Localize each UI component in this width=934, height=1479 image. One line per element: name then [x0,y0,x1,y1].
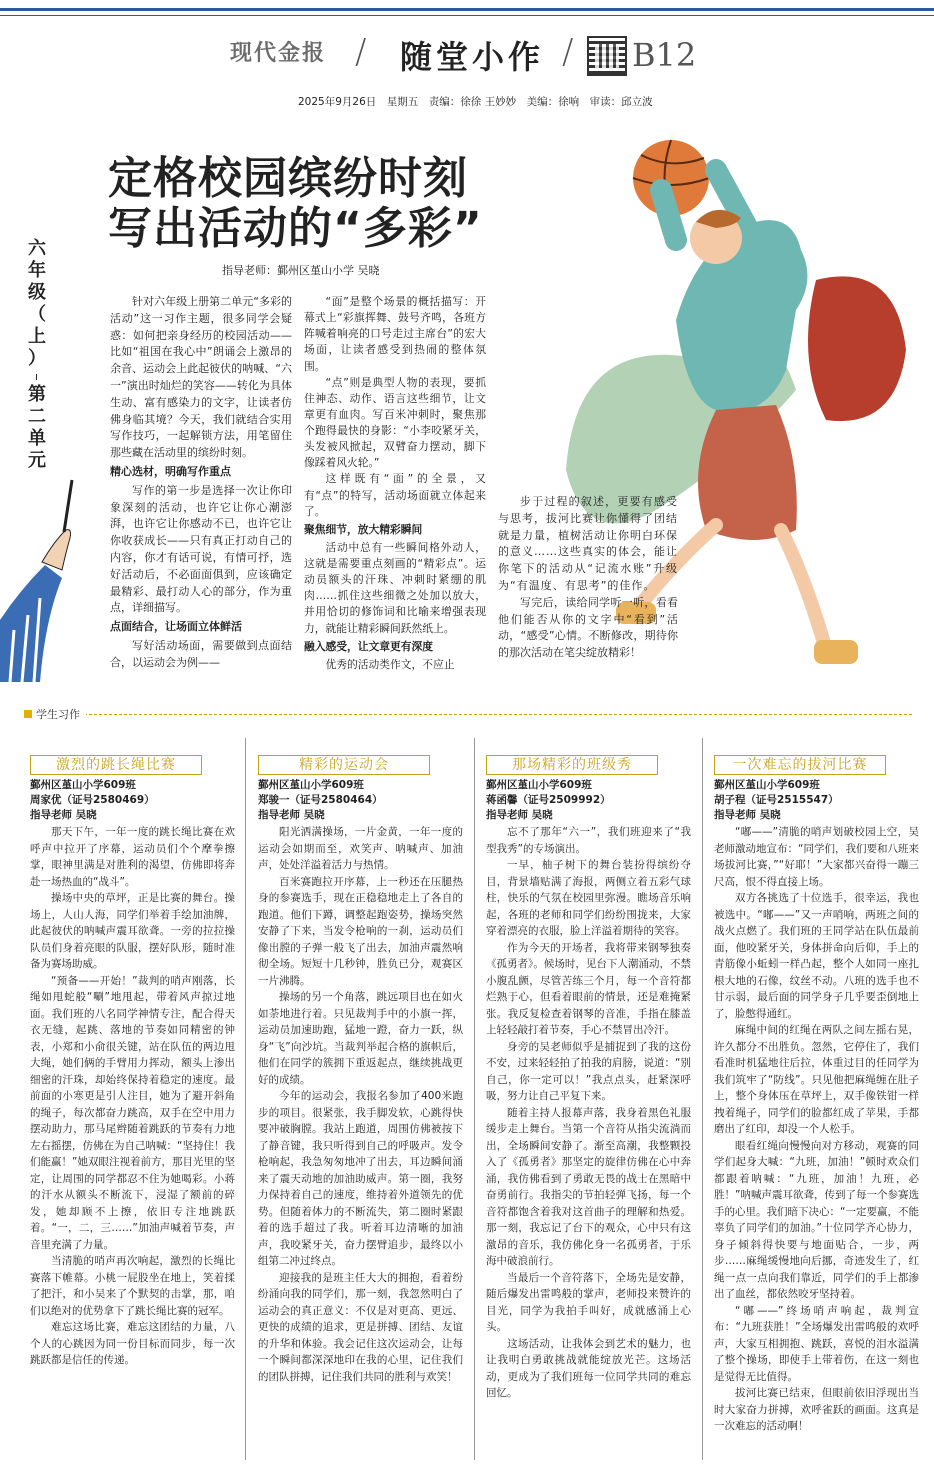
essay-paragraph: 那天下午，一年一度的跳长绳比赛在欢呼声中拉开了序幕，运动员们个个摩拳擦掌，眼神里满是对胜利的渴望，仿佛即将奔赴一场热血的“战斗”。 [30,826,235,888]
section-label [24,706,86,722]
essay-school: 鄞州区堇山小学609班 [30,779,136,791]
essay-body [486,824,691,1402]
grade-char: 第 [28,384,46,405]
essay-paragraph: 操场中央的草坪，正是比赛的舞台。操场上，人山人海，同学们举着手绘加油牌，此起彼伏的呐喊声震耳欲聋。一旁的拉拉操队员们身着亮眼的队服，摆好队形，随时准备为赛场助威。 [30,892,235,970]
grade-char: 单 [28,428,46,449]
feature-paragraph: “点”则是典型人物的表现，要抓住神态、动作、语言这些细节，让文章更有血肉。写百米冲刺时，聚焦那个跑得最快的身影：“小李咬紧牙关，头发被风掀起，双臂奋力摆动，脚下像踩着风火轮。” [304,375,486,470]
paper-name: 现代金报 [230,40,327,66]
essay-author: 周家优（证号2580469） [30,794,155,806]
feature-subheading: 融入感受，让文章更有深度 [304,639,434,653]
hand-with-pen-illustration [0,470,110,682]
essay-paragraph: 当清脆的哨声再次响起，激烈的长绳比赛落下帷幕。小桃一屁股坐在地上，笑着揉了把汗，和小吴来了个默契的击掌，那，咱们以绝对的优势拿下了跳长绳比赛的冠军。 [30,1255,235,1317]
essay-teacher: 指导老师 吴晓 [486,809,553,821]
essay-teacher: 指导老师 吴晓 [258,809,325,821]
essay-author: 胡子程（证号2515547） [714,794,839,806]
feature-column [110,294,292,672]
grade-char: 上 [28,326,46,347]
feature-subheading: 聚焦细节，放大精彩瞬间 [304,522,423,536]
essay-paragraph: 难忘这场比赛，难忘这团结的力量，八个人的心跳因为同一份目标而同步，每一次跳跃都是信任的传递。 [30,1321,235,1366]
essay-title: 精彩的运动会 [258,755,430,775]
essay-author: 郑骏一（证号2580464） [258,794,383,806]
essay-paragraph: 双方各挑选了十位选手，很幸运，我也被选中。“嘟——”又一声哨响，两班之间的战火点燃了。我们班的王同学站在队伍最前面，他咬紧牙关，身体拼命向后仰，手上的青筋像小蚯蚓一样凸起，整个人如同一座扎根大地的石像，纹丝不动。八班的选手也不甘示弱，最后面的同学身子几乎要歪倒地上了，脸憋得通红。 [714,892,919,1020]
feature-paragraph: 活动中总有一些瞬间格外动人，这就是需要重点刻画的“精彩点”。运动员额头的汗珠、冲刺时紧绷的肌肉……抓住这些细微之处加以放大，并用恰切的修饰词和比喻来增强表现力，就能让精彩瞬间跃然纸上。 [304,540,486,635]
essay-paragraph: 百米赛跑拉开序幕，上一秒还在压腿热身的参赛选手，现在正稳稳地走上了各自的跑道。他们下蹲，调整起跑姿势，操场突然安静了下来，当发令枪响的一刹，运动员们像出膛的子弹一般飞了出去，加油声震然响彻全场。短短十几秒钟，胜负已分，观赛区一片沸腾。 [258,875,463,987]
essay-paragraph: 作为今天的开场者，我将带来钢琴独奏《孤勇者》。候场时，见台下人潮涌动，不禁小腹乱颤，尽管苦练三个月，每一个音符都烂熟于心，但看着眼前的情景，还是难掩紧张。我反复检查着钢琴的音准，手指在膝盖上轻轻敲打着节奏，手心不禁冒出冷汗。 [486,941,691,1036]
student-essay [714,754,919,1435]
issue-info: 2025年9月26日 星期五 责编：徐徐 王妙妙 美编：徐响 审读：邱立波 [298,96,653,108]
grade-char: 六 [28,238,46,259]
essay-body [30,824,235,1369]
feature-column [498,494,678,662]
grade-char: （ [28,304,46,325]
masthead-rule [0,8,934,28]
essay-paragraph: 迎接我的是班主任大大的拥抱，看着纷纷涌向我的同学们，那一刻，我忽然明白了运动会的真正意义：不仅是对更高、更远、更快的成绩的追求，更是拼搏、团结、友谊的升华和体验。我会记住这次运动会，让每一个瞬间都深深地印在我的心里，记住我们的团队拼搏，记住我们共同的胜利与欢笑！ [258,1271,463,1383]
essay-paragraph: 操场的另一个角落，跳远项目也在如火如荼地进行着。只见裁判手中的小旗一挥，运动员加速助跑，猛地一蹬，奋力一跃，纵身“飞”向沙坑。当裁判举起合格的旗帜后，他们在同学的簇拥下重返起点，继续挑战更好的成绩。 [258,991,463,1086]
essay-author: 蒋函馨（证号2509992） [486,794,611,806]
student-essay [30,754,235,1369]
essay-paragraph: 一早，柚子树下的舞台装扮得缤纷夺目，背景墙贴满了海报，两侧立着五彩气球柱，快乐的气氛在校园里弥漫。瞧场音乐响起，各班的老师和同学们纷纷围拢来，大家穿着漂亮的衣服，脸上洋溢着期待的笑容。 [486,859,691,937]
grade-char: ） [28,348,46,369]
grade-char: 元 [28,450,46,471]
grade-label [28,238,50,472]
essay-paragraph: 阳光洒满操场，一片金黄，一年一度的运动会如期而至，欢笑声、呐喊声、加油声，处处洋溢着活力与热情。 [258,826,463,871]
essay-paragraph: 麻绳中间的红绳在两队之间左摇右晃，许久都分不出胜负。忽然，它停住了，我们看准时机猛地往后拉，体重过目的任同学为我们筑牢了“防线”。只见他把麻绳缠在肚子上，整个身体压在草坪上，双手像铁钳一样拽着绳子，同学们的脸都红成了苹果，手都磨出了红印，却没一个人松手。 [714,1024,919,1135]
feature-paragraph: 优秀的活动类作文，不应止 [325,657,455,671]
essay-paragraph: “嘟——”终场哨声响起，裁判宣布：“九班获胜！”全场爆发出雷鸣般的欢呼声，大家互相拥抱、跳跃，喜悦的泪水溢满了整个操场，即使手上带着伤，在这一刻也是觉得无比值得。 [714,1304,919,1383]
feature-paragraph: 写完后，读给同学听一听，看看他们能否从你的文字中“看到”活动，“感受”心情。不断修改，期待你的那次活动在笔尖绽放精彩！ [498,595,678,660]
essay-teacher: 指导老师 吴晓 [30,809,97,821]
feature-teacher: 指导老师：鄞州区堇山小学 吴晓 [222,264,380,277]
column-divider [702,738,703,1460]
grade-char: 年 [28,260,46,281]
essay-paragraph: 忘不了那年“六一”，我们班迎来了“我型我秀”的专场演出。 [486,826,691,855]
headline-line: 定格校园缤纷时刻 [108,153,468,204]
feature-column [304,294,486,673]
essay-title: 一次难忘的拔河比赛 [714,755,886,775]
essay-paragraph: 今年的运动会，我报名参加了400米跑步的项目。很紧张，我手脚发软，心跳得快要冲破胸膛。我站上跑道，周围仿佛被按下了静音键，我只听得到自己的呼吸声。发令枪响起，我急匆匆地冲了出去，耳边瞬间涌来了震天动地的加油助威声。第一圈，我努力保持着自己的速度，维持着外道领先的优势。但随着体力的不断流失，第二圈时紧跟着的选手超过了我。听着耳边清晰的加油声，我咬紧牙关，奋力摆臂追步，最终以小组第二冲过终点。 [258,1090,463,1267]
feature-subheading: 点面结合，让场面立体鲜活 [110,620,242,634]
essay-paragraph: 随着主持人报幕声落，我身着黑色礼服缓步走上舞台。当第一个音符从指尖流淌而出，全场瞬间安静了。渐至高潮，我整颗投入了《孤勇者》那坚定的旋律仿佛在心中奔涌，我仿佛看到了勇敢无畏的战士在黑暗中奋勇前行。我指尖的节拍轻弹飞扬，每一个音符都饱含着我对这首曲子的理解和热爱。那一刻，我忘记了台下的观众，心中只有这激昂的音乐，我仿佛化身一名孤勇者，于乐海中破浪前行。 [486,1106,691,1267]
essay-school: 鄞州区堇山小学609班 [258,779,364,791]
feature-paragraph: 写好活动场面，需要做到点面结合，以运动会为例—— [110,638,292,669]
essay-body [258,824,463,1385]
essay-paragraph: 当最后一个音符落下，全场先是安静，随后爆发出雷鸣般的掌声，老师投来赞许的目光，同学为我拍手叫好，成就感涌上心头。 [486,1271,691,1333]
feature-paragraph: 写作的第一步是选择一次让你印象深刻的活动，也许它让你心潮澎湃，也许它让你感动不已，也许它让你收获成长——只有真正打动自己的内容，你才有话可说，有情可抒，选好活动后，不必面面俱到，应该确定最精彩、最打动人心的部分，作为重点，详细描写。 [110,483,292,615]
page-number: B12 [632,36,697,74]
essay-paragraph: 这场活动，让我体会到艺术的魅力，也让我明白勇敢挑战就能绽放光芒。这场活动，更成为了我们班每一位同学共同的难忘回忆。 [486,1337,691,1399]
feature-paragraph: 针对六年级上册第二单元“多彩的活动”这一习作主题，很多同学会疑惑：如何把亲身经历的校园活动——比如“祖国在我心中”朗诵会上激昂的余音、运动会上此起彼伏的呐喊、“六一”演出时灿烂的笑容——转化为具体生动、富有感染力的文字，让读者仿佛身临其境？今天，我们就结合实用写作技巧，一起解锁方法，用笔留住那些藏在活动里的缤纷时刻。 [110,295,292,460]
essay-paragraph: 身旁的吴老师似乎是捕捉到了我的这份不安，过来轻轻拍了拍我的肩膀，说道：“别自己，你一定可以！”我点点头，赶紧深呼吸，努力让自己平复下来。 [486,1040,691,1102]
column-divider [474,738,475,1460]
essay-body [714,824,919,1435]
column-divider [245,738,246,1460]
essay-paragraph: “嘟——”清脆的哨声划破校园上空，吴老师激动地宣布：“同学们，我们要和八班来场拔河比赛，”“好耶！”大家都兴奋得一蹦三尺高，恨不得直接上场。 [714,826,919,888]
grade-char: 二 [28,406,46,427]
student-essay [258,754,463,1385]
column-name: 随堂小作 [400,38,545,76]
masthead-divider: / [355,32,367,72]
qr-code-icon [587,36,627,76]
feature-subheading: 精心选材，明确写作重点 [110,464,231,478]
headline [108,154,483,254]
section-marker-icon [24,710,32,718]
essay-title: 激烈的跳长绳比赛 [30,755,202,775]
essay-school: 鄞州区堇山小学609班 [714,779,820,791]
feature-paragraph: 步于过程的叙述，更要有感受与思考，拔河比赛让你懂得了团结就是力量，植树活动让你明白环保的意义……这些真实的体会，能让你笔下的活动从“记流水账”升级为“有温度、有思考”的佳作。 [498,495,678,592]
masthead-divider: / [562,32,574,72]
grade-divider [36,374,40,380]
feature-paragraph: 这样既有“面”的全景，又有“点”的特写，活动场面就立体起来了。 [304,472,486,518]
headline-line: 写出活动的“多彩” [108,203,483,254]
section-bar [24,704,912,724]
grade-char: 级 [28,282,46,303]
essay-paragraph: 眼看红绳向慢慢向对方移动，观赛的同学们起身大喊：“九班，加油！”顿时欢众们都跟着呐喊：“九班，加油！九班，必胜！”呐喊声震耳欲聋，传到了每一个参赛选手的心里。我们暗下决心：“一定要赢，不能辜负了同学们的加油。”十位同学齐心协力，身子倾斜得快要与地面贴合，一步，两步……麻绳缓慢地向后挪，奇迹发生了，红绳一点一点向我们靠近，同学们的手上都渗出了血丝，都依然咬牙坚持着。 [714,1139,919,1300]
essay-paragraph: 拔河比赛已结束，但眼前依旧浮现出当时大家奋力拼搏，欢呼雀跃的画面。这真是一次难忘的活动啊！ [714,1387,919,1432]
essay-paragraph: “预备——开始！”裁判的哨声刚落，长绳如甩蛇般“唰”地甩起，带着风声掠过地面。我们班的八名同学神情专注，配合得天衣无缝，起跳、落地的节奏如同精密的钟表，小郑和小俞很关键，站在队伍的两边甩大绳，她们俩的手臂用力挥动，额头上渗出细密的汗珠，却始终保持着稳定的速度。最前面的小寒更是引人注目，她为了避开斜角的绳子，每次都奋力跳高，双手在空中用力摆动助力，那马尾辫随着跳跃的节奏有力地左右摇摆，仿佛在为自己呐喊：“坚持住！我们能赢！”她双眼注视着前方，那目光里的坚定，让周围的同学都忍不住为她喝彩。小蒋的汗水从额头不断流下，浸湿了额前的碎发，她却顾不上擦，依旧专注地跳跃着。“一，二，三……”加油声喊着节奏，声音里充满了力量。 [30,974,235,1251]
essay-school: 鄞州区堇山小学609班 [486,779,592,791]
section-divider [24,714,912,715]
feature-paragraph: “面”是整个场景的概括描写：开幕式上“彩旗挥舞、鼓号齐鸣，各班方阵喊着响亮的口号走过主席台”的宏大场面，让读者感受到热闹的整体氛围。 [304,295,486,373]
section-label-text: 学生习作 [36,708,80,721]
student-essay [486,754,691,1402]
essay-title: 那场精彩的班级秀 [486,755,658,775]
essay-teacher: 指导老师 吴晓 [714,809,781,821]
